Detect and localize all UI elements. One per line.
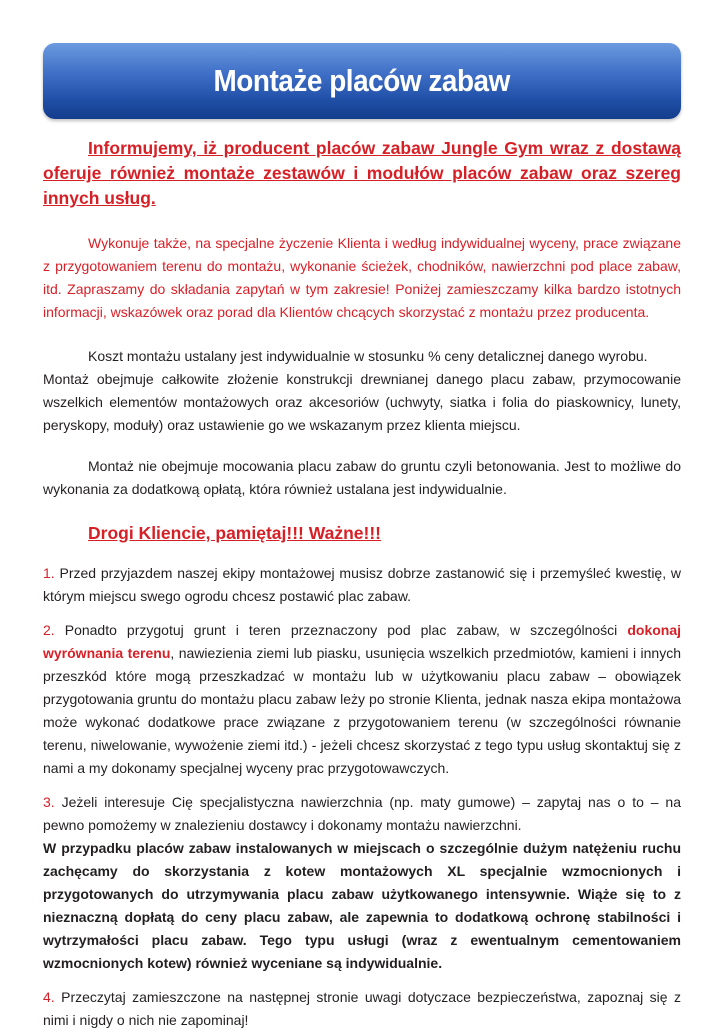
document-body bbox=[43, 136, 681, 1032]
exclusion-paragraph: Montaż nie obejmuje mocowania placu zabaw do gruntu czyli betonowania. Jest to możliwe do wykonania za dodatkową opłatą, która również ustalana jest indywidualnie. bbox=[43, 458, 681, 497]
list-item-3 bbox=[43, 791, 681, 837]
item-text: Ponadto przygotuj grunt i teren przeznaczony pod plac zabaw, w szczególności bbox=[64, 622, 618, 638]
list-item-1 bbox=[43, 562, 681, 608]
item-text: Jeżeli interesuje Cię specjalistyczna nawierzchnia (np. maty gumowe) – zapytaj nas o to – na pewno pomożemy w znalezieniu dostawcy i dokonamy montażu nawierzchni. bbox=[43, 794, 682, 833]
services-paragraph: Wykonuje także, na specjalne życzenie Klienta i według indywidualnej wyceny, prace związane z przygotowaniem terenu do montażu, wykonanie ścieżek, chodników, nawierzchni pod place zabaw, itd. Zapraszamy do składania zapytań w tym zakresie! Poniżej zamieszczamy kilka bardzo istotnych informacji, wskazówek oraz porad dla Klientów chcących skorzystać z montażu przez producenta. bbox=[43, 235, 681, 320]
item-highlight: dokonaj wyrównania terenu bbox=[43, 622, 682, 661]
item-text: Przeczytaj zamieszczone na następnej stronie uwagi dotyczace bezpieczeństwa, zapoznaj się z nimi i nigdy o nich nie zapominaj! bbox=[43, 989, 682, 1028]
section-heading: Drogi Kliencie, pamiętaj!!! Ważne!!! bbox=[88, 523, 381, 543]
anchor-recommendation: W przypadku placów zabaw instalowanych w miejscach o szczególnie dużym natężeniu ruchu zachęcamy do skorzystania z kotew montażowych XL specjalnie wzmocnionych i przygotowanych do utrzymywania placu zabaw użytkowanego intensywnie. Wiąże się to z nieznaczną dopłatą do ceny placu zabaw, ale zapewnia to dodatkową ochronę stabilności i wytrzymałości placu zabaw. Tego typu usługi (wraz z ewentualnym cementowaniem wzmocnionych kotew) również wyceniane są indywidualnie. bbox=[43, 840, 681, 971]
intro-paragraph: Informujemy, iż producent placów zabaw Jungle Gym wraz z dostawą oferuje również montaże zestawów i modułów placów zabaw oraz szereg innych usług. bbox=[43, 138, 681, 208]
page-title: Montaże placów zabaw bbox=[213, 63, 511, 98]
title-banner bbox=[43, 43, 681, 119]
scope-paragraph: Montaż obejmuje całkowite złożenie konstrukcji drewnianej danego placu zabaw, przymocowanie wszelkich elementów montażowych oraz akcesoriów (uchwyty, siatka i folia do piaskownicy, lunety, peryskopy, moduły) oraz ustawienie go we wskazanym przez klienta miejscu. bbox=[43, 371, 681, 433]
item-number: 1. bbox=[43, 565, 55, 581]
item-number: 2. bbox=[43, 622, 55, 638]
item-number: 3. bbox=[43, 794, 55, 810]
item-text-continued: , nawiezienia ziemi lub piasku, usunięcia wszelkich przedmiotów, kamieni i innych przeszkód które mogą przeszkadzać w montażu lub w użytkowaniu placu zabaw – obowiązek przygotowania gruntu do montażu placu zabaw leży po stronie Klienta, jednak nasza ekipa montażowa może wykonać dodatkowe prace związane z przygotowaniem terenu (w szczególności równanie terenu, niwelowanie, wywożenie ziemi itd.) - jeżeli chcesz skorzystać z tego typu usług skontaktuj się z nami a my dokonamy specjalnej wyceny prac przygotowawczych. bbox=[43, 645, 681, 776]
item-number: 4. bbox=[43, 989, 55, 1005]
list-item-2 bbox=[43, 619, 681, 780]
item-text: Przed przyjazdem naszej ekipy montażowej musisz dobrze zastanowić się i przemyśleć kwestię, w którym miejscu swego ogrodu chcesz postawić plac zabaw. bbox=[43, 565, 681, 604]
list-item-4 bbox=[43, 986, 681, 1032]
cost-paragraph: Koszt montażu ustalany jest indywidualnie w stosunku % ceny detalicznej danego wyrobu. bbox=[88, 348, 648, 364]
